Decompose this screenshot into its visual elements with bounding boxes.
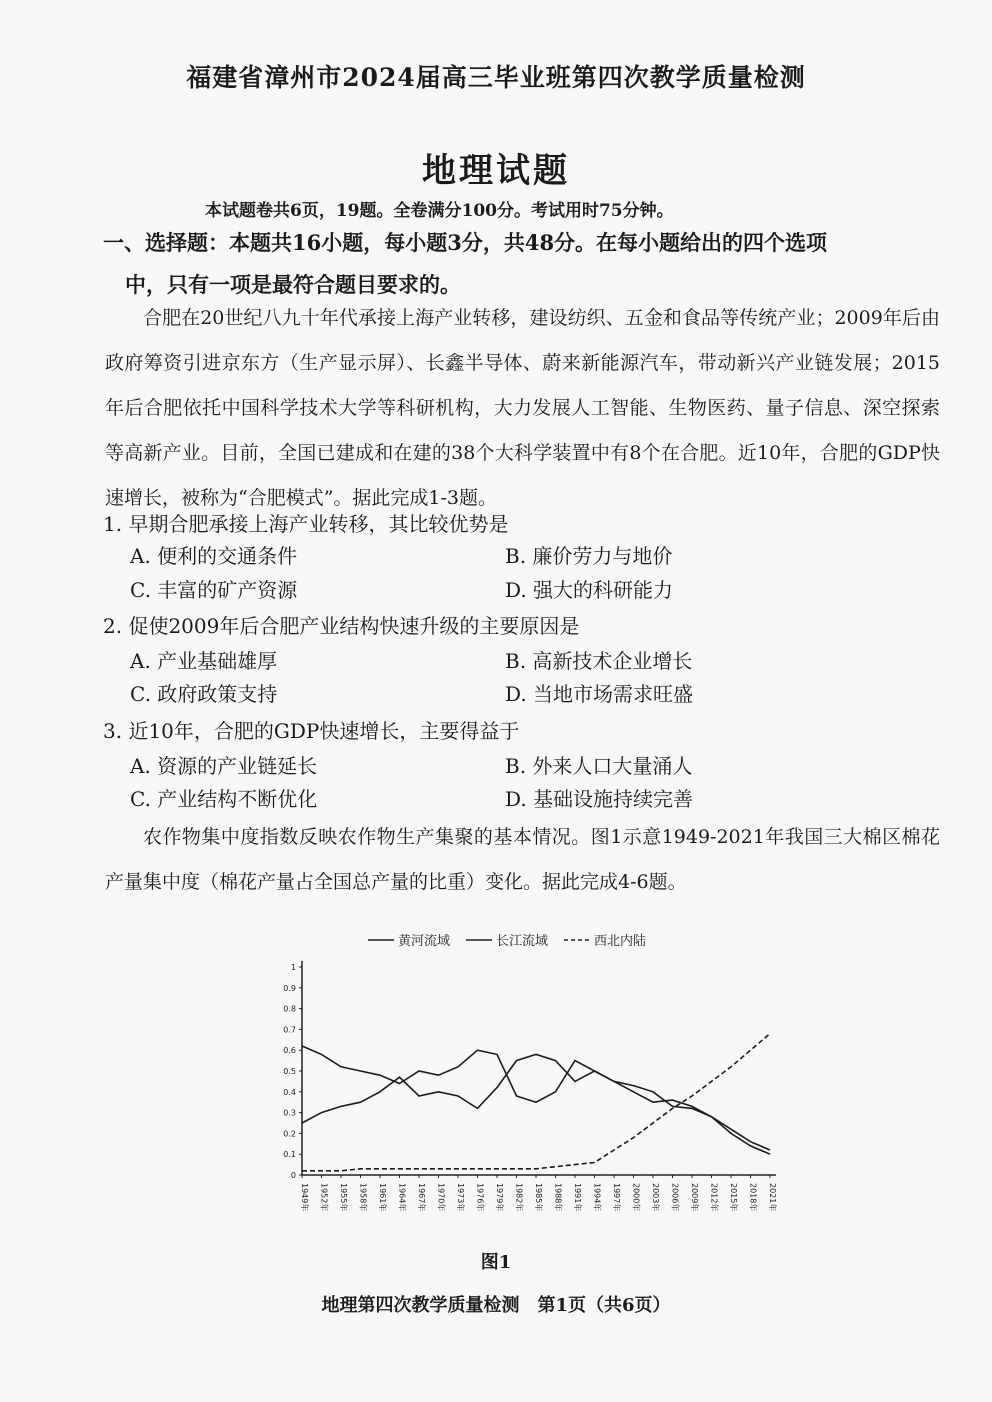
legend-swatch-solid-1 xyxy=(368,937,394,943)
legend-item-northwest xyxy=(564,930,646,949)
x-tick-label: 2018年 xyxy=(748,1183,758,1212)
y-tick-label: 0.4 xyxy=(283,1087,296,1097)
y-tick-label: 0.7 xyxy=(283,1025,296,1035)
x-tick-label: 1961年 xyxy=(378,1183,387,1212)
x-tick-label: 1964年 xyxy=(397,1183,407,1212)
section-heading xyxy=(103,222,933,306)
x-tick-label: 1994年 xyxy=(592,1183,602,1212)
question-1-option-a[interactable]: A. 便利的交通条件 xyxy=(130,544,298,568)
section-line-2: 中，只有一项是最符合题目要求的。 xyxy=(125,272,461,297)
x-tick-label: 2009年 xyxy=(690,1183,699,1212)
cotton-concentration-chart xyxy=(270,955,790,1235)
question-2-option-a[interactable]: A. 产业基础雄厚 xyxy=(130,649,278,673)
legend-label-northwest: 西北内陆 xyxy=(594,934,647,949)
chart-legend xyxy=(368,930,646,949)
section-line-1: 一、选择题：本题共16小题，每小题3分，共48分。在每小题给出的四个选项 xyxy=(103,230,828,255)
passage-2-text: 农作物集中度指数反映农作物生产集聚的基本情况。图1示意1949-2021年我国三大棉区棉花产量集中度（棉花产量占全国总产量的比重）变化。据此完成4-6题。 xyxy=(105,826,940,893)
x-tick-label: 1970年 xyxy=(436,1183,446,1212)
passage-2 xyxy=(105,815,940,905)
x-tick-label: 1967年 xyxy=(417,1183,426,1212)
y-tick-label: 0.2 xyxy=(283,1129,296,1139)
y-tick-label: 0.9 xyxy=(283,983,296,993)
page-footer: 地理第四次教学质量检测 第1页（共6页） xyxy=(321,1295,671,1316)
question-3-stem: 3. 近10年，合肥的GDP快速增长，主要得益于 xyxy=(103,719,520,743)
x-tick-label: 1997年 xyxy=(612,1183,621,1212)
question-2-stem: 2. 促使2009年后合肥产业结构快速升级的主要原因是 xyxy=(103,614,580,638)
legend-swatch-dashed xyxy=(564,937,590,943)
question-1-option-c[interactable]: C. 丰富的矿产资源 xyxy=(130,578,298,602)
x-tick-label: 2006年 xyxy=(670,1183,680,1212)
question-2-option-b[interactable]: B. 高新技术企业增长 xyxy=(505,649,693,673)
y-tick-label: 0.1 xyxy=(283,1150,296,1160)
y-tick-label: 1 xyxy=(290,963,296,972)
x-tick-label: 2012年 xyxy=(709,1183,719,1212)
question-3-option-b[interactable]: B. 外来人口大量涌人 xyxy=(505,754,693,778)
y-tick-label: 0.8 xyxy=(283,1004,296,1014)
x-tick-label: 1949年 xyxy=(300,1183,309,1212)
x-tick-label: 2000年 xyxy=(631,1183,641,1212)
x-tick-label: 2021年 xyxy=(768,1183,777,1212)
question-2-option-c[interactable]: C. 政府政策支持 xyxy=(130,682,278,706)
question-1-option-d[interactable]: D. 强大的科研能力 xyxy=(505,578,674,602)
page-title: 地理试题 xyxy=(422,151,570,191)
legend-label-yellow-river: 黄河流域 xyxy=(398,934,451,949)
legend-swatch-solid-2 xyxy=(466,937,492,943)
legend-item-yangtze xyxy=(466,930,548,949)
question-3-option-c[interactable]: C. 产业结构不断优化 xyxy=(130,787,318,811)
x-tick-label: 1988年 xyxy=(553,1183,563,1212)
y-tick-label: 0.6 xyxy=(283,1046,296,1056)
x-tick-label: 2015年 xyxy=(729,1183,738,1212)
question-1-stem: 1. 早期合肥承接上海产业转移，其比较优势是 xyxy=(103,512,509,536)
x-tick-label: 1979年 xyxy=(495,1183,504,1212)
y-tick-label: 0.3 xyxy=(283,1108,296,1118)
x-tick-label: 1982年 xyxy=(514,1183,524,1212)
question-3-option-d[interactable]: D. 基础设施持续完善 xyxy=(505,787,694,811)
series-line-2 xyxy=(302,1046,770,1154)
x-tick-label: 1973年 xyxy=(456,1183,465,1212)
x-tick-label: 1991年 xyxy=(573,1183,582,1212)
legend-label-yangtze: 长江流域 xyxy=(496,934,549,949)
passage-1 xyxy=(105,296,940,521)
y-tick-label: 0.5 xyxy=(283,1067,296,1076)
y-tick-label: 0 xyxy=(290,1171,296,1180)
x-tick-label: 1976年 xyxy=(475,1183,485,1212)
question-2-option-d[interactable]: D. 当地市场需求旺盛 xyxy=(505,682,694,706)
question-3-option-a[interactable]: A. 资源的产业链延长 xyxy=(130,754,318,778)
passage-1-text: 合肥在20世纪八九十年代承接上海产业转移，建设纺织、五金和食品等传统产业；2009年后由政府筹资引进京东方（生产显示屏）、长鑫半导体、蔚来新能源汽车，带动新兴产业链发展；2015年后合肥依托中国科学技术大学等科研机构，大力发展人工智能、生物医药、量子信息、深空探索等高新产业。目前，全国已建成和在建的38个大科学装置中有8个在合肥。近10年，合肥的GDP快速增长，被称为“合肥模式”。据此完成1-3题。 xyxy=(105,307,940,509)
x-tick-label: 1985年 xyxy=(534,1183,543,1212)
x-tick-label: 1955年 xyxy=(339,1183,348,1212)
legend-item-yellow-river xyxy=(368,930,450,949)
x-tick-label: 1952年 xyxy=(319,1183,329,1212)
figure-caption: 图1 xyxy=(480,1252,512,1273)
x-tick-label: 1958年 xyxy=(358,1183,368,1212)
exam-note: 本试题卷共6页，19题。全卷满分100分。考试用时75分钟。 xyxy=(205,201,674,221)
exam-header: 福建省漳州市2024届高三毕业班第四次教学质量检测 xyxy=(186,63,806,92)
question-1-option-b[interactable]: B. 廉价劳力与地价 xyxy=(505,544,673,568)
x-tick-label: 2003年 xyxy=(651,1183,660,1212)
